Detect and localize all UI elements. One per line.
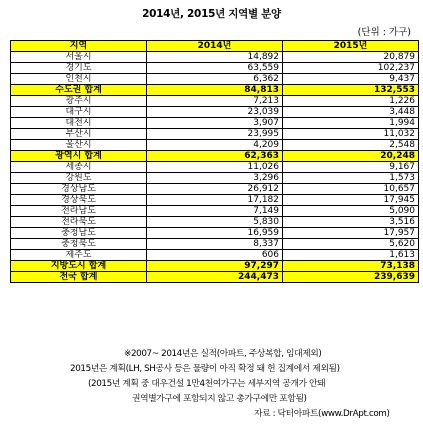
unit-label: (단위 : 가구) [357,27,411,38]
region-cell: 전라남도 [11,206,147,217]
table-row [11,195,419,206]
value-2015-cell: 20,248 [283,151,419,162]
table-row [11,74,419,85]
page-title: 2014년, 2015년 지역별 분양 [142,8,281,20]
table-row [11,228,419,239]
header-2015: 2015년 [283,41,419,52]
value-2015-cell: 3,448 [283,107,419,118]
table-row [11,239,419,250]
table-header-row [11,41,419,52]
region-cell: 인천시 [11,74,147,85]
table-row [11,63,419,74]
region-cell: 울산시 [11,140,147,151]
value-2014-cell: 84,813 [147,85,283,96]
value-2015-cell: 17,957 [283,228,419,239]
region-cell: 충청남도 [11,228,147,239]
value-2014-cell: 7,149 [147,206,283,217]
value-2015-cell: 9,167 [283,162,419,173]
region-cell: 경기도 [11,63,147,74]
value-2015-cell: 1,573 [283,173,419,184]
value-2014-cell: 97,297 [147,261,283,272]
region-cell: 경상북도 [11,195,147,206]
value-2014-cell: 606 [147,250,283,261]
value-2014-cell: 7,213 [147,96,283,107]
value-2014-cell: 16,959 [147,228,283,239]
table-row [11,217,419,228]
value-2014-cell: 23,995 [147,129,283,140]
value-2015-cell: 132,553 [283,85,419,96]
value-2015-cell: 239,639 [283,272,419,283]
region-cell: 광역시 합계 [11,151,147,162]
table-row [11,206,419,217]
subtotal-row [11,272,419,283]
table-row [11,250,419,261]
value-2014-cell: 63,559 [147,63,283,74]
value-2014-cell: 17,182 [147,195,283,206]
value-2015-cell: 73,138 [283,261,419,272]
value-2014-cell: 3,296 [147,173,283,184]
region-cell: 지방도시 합계 [11,261,147,272]
region-cell: 전국 합계 [11,272,147,283]
value-2015-cell: 1,613 [283,250,419,261]
region-cell: 강원도 [11,173,147,184]
region-cell: 광주시 [11,96,147,107]
table-row [11,162,419,173]
value-2015-cell: 10,657 [283,184,419,195]
value-2014-cell: 5,830 [147,217,283,228]
table-row [11,184,419,195]
value-2014-cell: 23,039 [147,107,283,118]
source-note: 자료 : 닥터아파트(www.DrApt.com) [254,409,390,419]
table-row [11,118,419,129]
region-cell: 세종시 [11,162,147,173]
value-2015-cell: 11,032 [283,129,419,140]
regional-sales-table [10,40,419,283]
subtotal-row [11,151,419,162]
table-body [11,52,419,283]
value-2014-cell: 62,363 [147,151,283,162]
footnote-2: 2015년은 계획(LH, SH공사 등은 물량이 아직 확정 돼 헌 집계에서 제외됨) [70,364,340,374]
value-2015-cell: 5,620 [283,239,419,250]
value-2015-cell: 3,516 [283,217,419,228]
region-cell: 전라북도 [11,217,147,228]
value-2015-cell: 2,548 [283,140,419,151]
value-2015-cell: 1,226 [283,96,419,107]
value-2014-cell: 4,209 [147,140,283,151]
footnote-3: (2015년 계획 중 대우건설 1만4천여가구는 세부지역 공개가 안돼 [88,379,326,389]
value-2014-cell: 8,337 [147,239,283,250]
region-cell: 충청북도 [11,239,147,250]
subtotal-row [11,261,419,272]
table-row [11,129,419,140]
value-2015-cell: 20,879 [283,52,419,63]
value-2014-cell: 11,026 [147,162,283,173]
value-2015-cell: 17,945 [283,195,419,206]
subtotal-row [11,85,419,96]
region-cell: 수도권 합계 [11,85,147,96]
table-row [11,107,419,118]
value-2014-cell: 6,362 [147,74,283,85]
region-cell: 대구시 [11,107,147,118]
value-2014-cell: 26,912 [147,184,283,195]
region-cell: 제주도 [11,250,147,261]
table-row [11,96,419,107]
value-2015-cell: 5,090 [283,206,419,217]
value-2015-cell: 102,237 [283,63,419,74]
footnote-1: ※2007~ 2014년은 실적(아파트, 주상복합, 임대제외) [124,349,322,359]
table-row [11,173,419,184]
value-2014-cell: 3,907 [147,118,283,129]
table-row [11,140,419,151]
region-cell: 대전시 [11,118,147,129]
value-2015-cell: 9,437 [283,74,419,85]
region-cell: 부산시 [11,129,147,140]
header-2014: 2014년 [147,41,283,52]
value-2014-cell: 14,892 [147,52,283,63]
region-cell: 경상남도 [11,184,147,195]
footnotes [0,347,423,422]
value-2015-cell: 1,994 [283,118,419,129]
value-2014-cell: 244,473 [147,272,283,283]
header-region: 지역 [11,41,147,52]
footnote-4: 권역별가구에 포함되지 않고 총가구에만 포함됨) [132,394,307,404]
region-cell: 서울시 [11,52,147,63]
table-row [11,52,419,63]
